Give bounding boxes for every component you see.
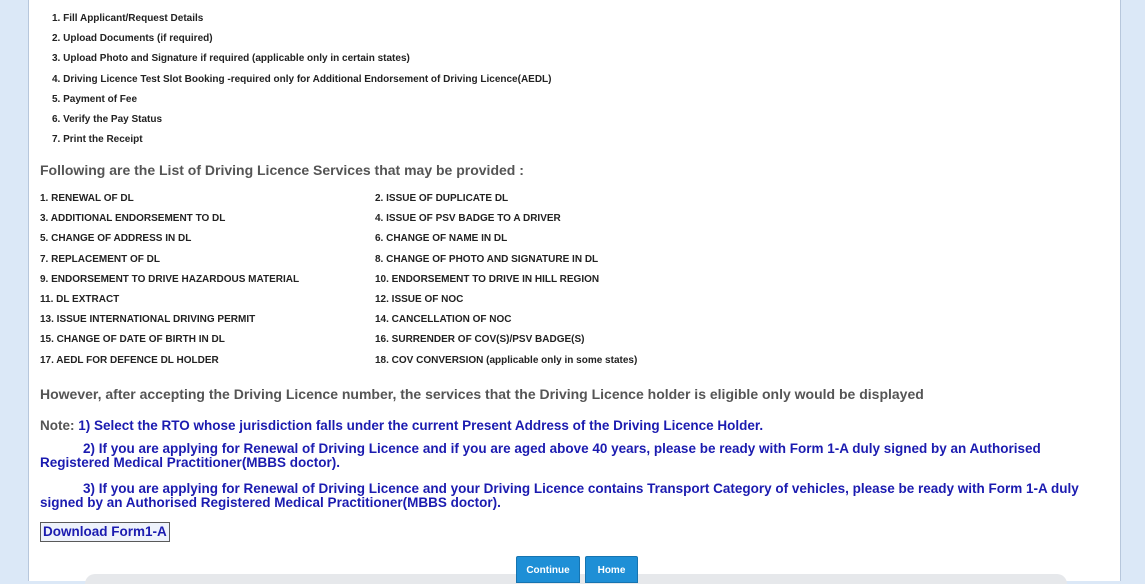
step-item: 2. Upload Documents (if required) [52,33,213,45]
step-item: 5. Payment of Fee [52,93,138,105]
note-1-text: 1) Select the RTO whose jurisdiction falls under the current Present Address of the Driving Licence Holder. [78,418,764,433]
service-item: 9. ENDORSEMENT TO DRIVE HAZARDOUS MATERIAL [40,273,300,285]
service-item: 14. CANCELLATION OF NOC [375,314,512,326]
service-item: 16. SURRENDER OF COV(S)/PSV BADGE(S) [375,334,585,346]
home-button[interactable]: Home [585,556,638,583]
note-3-text: 3) If you are applying for Renewal of Driving Licence and your Driving Licence contains Transport Category of vehicles, please be ready with Form 1-A duly signed by an Authorised Registered Medical Practitioner(MBBS doctor). [40,481,1079,510]
service-item: 4. ISSUE OF PSV BADGE TO A DRIVER [375,213,561,225]
application-steps-list [52,12,552,153]
step-item: 1. Fill Applicant/Request Details [52,13,204,24]
services-heading: Following are the List of Driving Licence Services that may be provided : [40,162,524,178]
service-item: 2. ISSUE OF DUPLICATE DL [375,193,509,204]
service-item: 18. COV CONVERSION (applicable only in some states) [375,354,638,366]
step-item: 7. Print the Receipt [52,134,143,146]
service-item: 17. AEDL FOR DEFENCE DL HOLDER [40,354,219,366]
services-row [40,193,740,213]
service-item: 5. CHANGE OF ADDRESS IN DL [40,233,192,245]
step-item: 3. Upload Photo and Signature if required (applicable only in certain states) [52,53,410,65]
services-row [40,213,740,233]
service-item: 11. DL EXTRACT [40,293,120,305]
download-form1a-link[interactable]: Download Form1-A [40,522,170,542]
main-content-panel [28,0,1121,581]
service-item: 7. REPLACEMENT OF DL [40,253,161,265]
step-item: 4. Driving Licence Test Slot Booking -required only for Additional Endorsement of Driving Licence(AEDL) [52,73,552,85]
note-2-text: 2) If you are applying for Renewal of Driving Licence and if you are aged above 40 years, please be ready with Form 1-A duly signed by an Authorised Registered Medical Practitioner(MBBS doctor). [40,441,1041,470]
service-item: 8. CHANGE OF PHOTO AND SIGNATURE IN DL [375,253,599,265]
services-row [40,314,740,334]
service-item: 15. CHANGE OF DATE OF BIRTH IN DL [40,334,225,346]
service-item: 3. ADDITIONAL ENDORSEMENT TO DL [40,213,226,225]
service-item: 13. ISSUE INTERNATIONAL DRIVING PERMIT [40,314,256,326]
services-list [40,193,740,375]
services-row [40,254,740,274]
services-row [40,334,740,354]
services-row [40,274,740,294]
eligibility-notice: However, after accepting the Driving Licence number, the services that the Driving Licence holder is eligible only would be displayed [40,386,924,402]
note-label: Note: [40,418,75,433]
step-item: 6. Verify the Pay Status [52,113,163,125]
note-1 [40,418,763,433]
services-row [40,233,740,253]
service-item: 1. RENEWAL OF DL [40,193,134,204]
services-row [40,294,740,314]
services-row [40,355,740,375]
service-item: 12. ISSUE OF NOC [375,293,464,305]
continue-button[interactable]: Continue [516,556,580,583]
service-item: 10. ENDORSEMENT TO DRIVE IN HILL REGION [375,273,600,285]
service-item: 6. CHANGE OF NAME IN DL [375,233,508,245]
